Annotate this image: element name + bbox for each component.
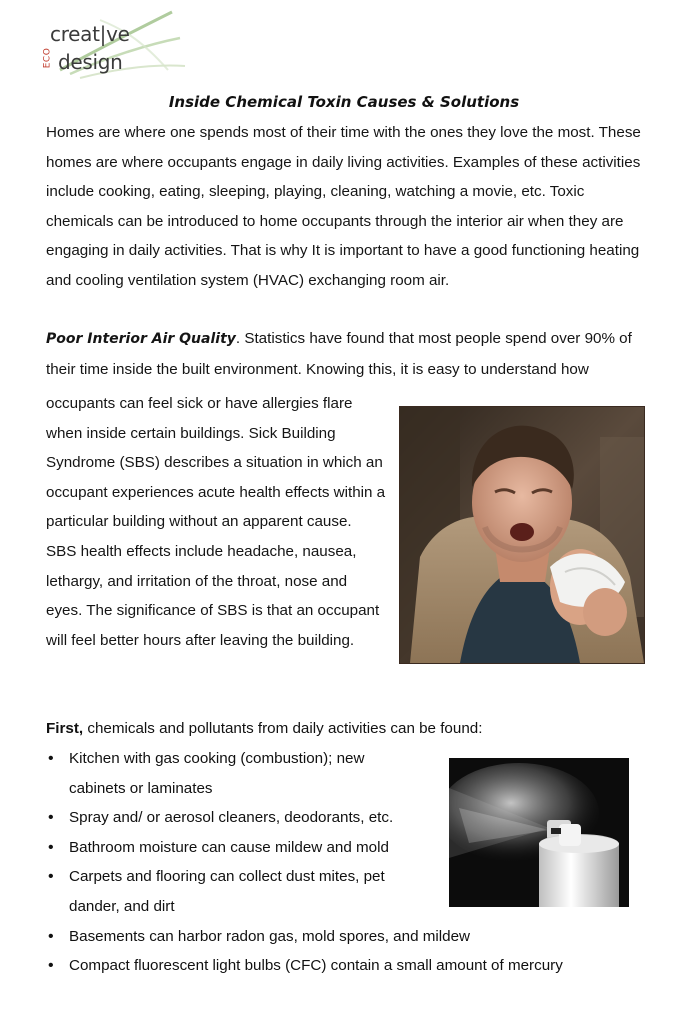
air-quality-text: . Statistics have found that most people spend over 90% of their time inside the built environment. Knowing this, it is easy to understand how [46,330,632,378]
list-item: • Kitchen with gas cooking (combustion); new cabinets or laminates [46,744,399,803]
aerosol-spray-photo [449,758,629,907]
leaf-swoosh-icon [40,8,190,88]
first-lead: First, [46,720,84,737]
first-text: chemicals and pollutants from daily activities can be found: [83,720,483,737]
air-quality-heading: Poor Interior Air Quality [46,331,236,347]
logo-line-2: design [58,50,123,74]
creative-eco-design-logo [40,8,190,88]
list-item: • Carpets and flooring can collect dust mites, pet dander, and dirt [46,862,414,921]
logo-line-1: creat|ve [50,22,130,46]
first-paragraph [46,714,482,744]
list-item: • Compact fluorescent light bulbs (CFC) contain a small amount of mercury [46,951,606,981]
air-quality-paragraph [46,324,656,384]
list-item: • Basements can harbor radon gas, mold spores, and mildew [46,922,606,952]
intro-paragraph: Homes are where one spends most of their time with the ones they love the most. These homes are where occupants engage in daily living activities. Examples of these activities include cooking, eating, sleeping, playing, cleaning, watching a movie, etc. Toxic chemicals can be introduced to home occupants through the interior air when they are engaging in daily activities. That is why It is important to have a good functioning heating and cooling ventilation system (HVAC) exchanging room air. [46,124,641,289]
logo-eco: ECO [42,47,53,69]
sbs-paragraph: occupants can feel sick or have allergies flare when inside certain buildings. Sick Building Syndrome (SBS) describes a situation in which an occupant experiences acute health effects within a particular building without an apparent cause. SBS health effects include headache, nausea, lethargy, and irritation of the throat, nose and eyes. The significance of SBS is that an occupant will feel better hours after leaving the building. [46,395,386,649]
list-item: • Bathroom moisture can cause mildew and mold [46,833,606,863]
sneezing-man-photo [399,406,645,664]
document-title: Inside Chemical Toxin Causes & Solutions [168,93,520,111]
list-item: • Spray and/ or aerosol cleaners, deodorants, etc. [46,803,606,833]
